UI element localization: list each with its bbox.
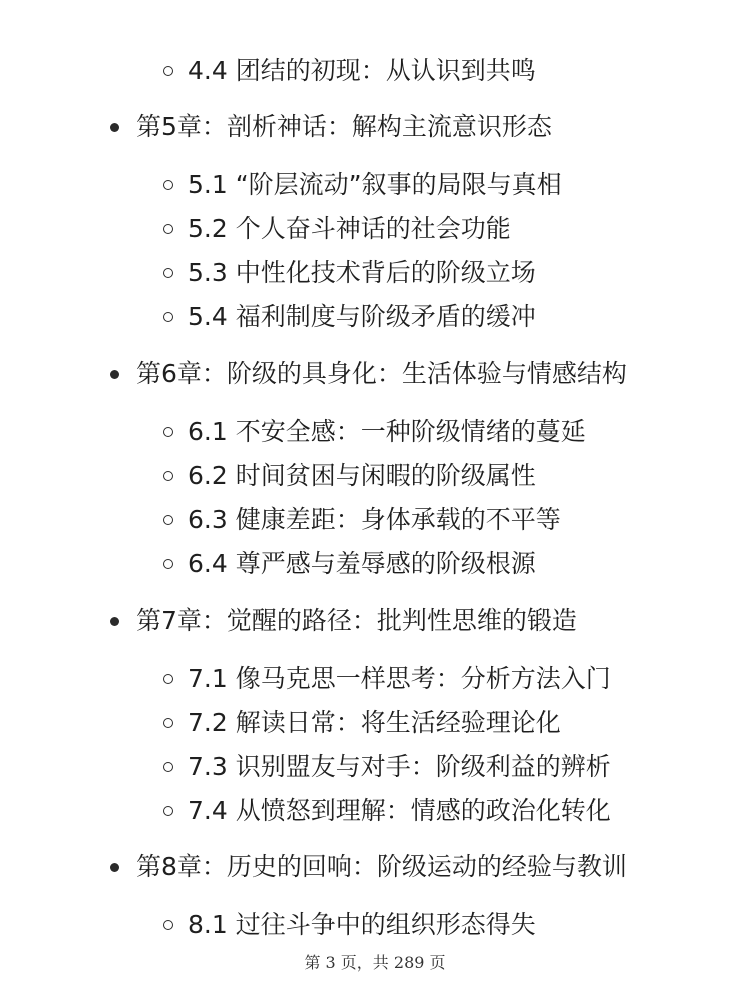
hollow-bullet-icon	[163, 268, 173, 278]
toc-item-text: 5.4 福利制度与阶级矛盾的缓冲	[188, 302, 536, 331]
hollow-bullet-icon	[163, 920, 173, 930]
toc-item-text: 6.2 时间贫困与闲暇的阶级属性	[188, 461, 536, 490]
toc-item-text: 7.2 解读日常：将生活经验理论化	[188, 708, 561, 737]
filled-bullet-icon	[110, 863, 119, 872]
toc-section-item	[163, 165, 562, 205]
toc-section-item	[163, 51, 536, 91]
toc-item-text: 7.3 识别盟友与对手：阶级利益的辨析	[188, 752, 611, 781]
toc-section-item	[163, 456, 536, 496]
toc-section-item	[163, 703, 561, 743]
toc-item-text: 第5章：剖析神话：解构主流意识形态	[136, 112, 552, 141]
hollow-bullet-icon	[163, 427, 173, 437]
toc-section-item	[163, 297, 536, 337]
hollow-bullet-icon	[163, 718, 173, 728]
hollow-bullet-icon	[163, 180, 173, 190]
toc-item-text: 第6章：阶级的具身化：生活体验与情感结构	[136, 359, 627, 388]
filled-bullet-icon	[110, 123, 119, 132]
toc-item-text: 6.4 尊严感与羞辱感的阶级根源	[188, 549, 536, 578]
toc-item-text: 5.3 中性化技术背后的阶级立场	[188, 258, 536, 287]
toc-chapter-item	[110, 107, 552, 147]
filled-bullet-icon	[110, 617, 119, 626]
toc-item-text: 8.1 过往斗争中的组织形态得失	[188, 910, 536, 939]
hollow-bullet-icon	[163, 224, 173, 234]
toc-item-text: 6.3 健康差距：身体承载的不平等	[188, 505, 561, 534]
hollow-bullet-icon	[163, 312, 173, 322]
hollow-bullet-icon	[163, 66, 173, 76]
toc-item-text: 7.1 像马克思一样思考：分析方法入门	[188, 664, 611, 693]
toc-item-text: 4.4 团结的初现：从认识到共鸣	[188, 56, 536, 85]
toc-item-text: 5.2 个人奋斗神话的社会功能	[188, 214, 511, 243]
hollow-bullet-icon	[163, 674, 173, 684]
toc-item-text: 第7章：觉醒的路径：批判性思维的锻造	[136, 606, 577, 635]
hollow-bullet-icon	[163, 471, 173, 481]
hollow-bullet-icon	[163, 515, 173, 525]
hollow-bullet-icon	[163, 762, 173, 772]
toc-section-item	[163, 791, 611, 831]
hollow-bullet-icon	[163, 806, 173, 816]
toc-section-item	[163, 747, 611, 787]
hollow-bullet-icon	[163, 559, 173, 569]
filled-bullet-icon	[110, 370, 119, 379]
toc-item-text: 5.1 “阶层流动”叙事的局限与真相	[188, 170, 562, 199]
toc-item-text: 第8章：历史的回响：阶级运动的经验与教训	[136, 852, 627, 881]
toc-section-item	[163, 209, 511, 249]
toc-section-item	[163, 253, 536, 293]
page-number-footer: 第 3 页，共 289 页	[304, 953, 446, 972]
toc-item-text: 7.4 从愤怒到理解：情感的政治化转化	[188, 796, 611, 825]
toc-section-item	[163, 659, 611, 699]
toc-chapter-item	[110, 847, 627, 887]
toc-section-item	[163, 500, 561, 540]
toc-section-item	[163, 412, 586, 452]
toc-chapter-item	[110, 601, 577, 641]
toc-section-item	[163, 544, 536, 584]
toc-chapter-item	[110, 354, 627, 394]
toc-item-text: 6.1 不安全感：一种阶级情绪的蔓延	[188, 417, 586, 446]
toc-section-item	[163, 905, 536, 945]
